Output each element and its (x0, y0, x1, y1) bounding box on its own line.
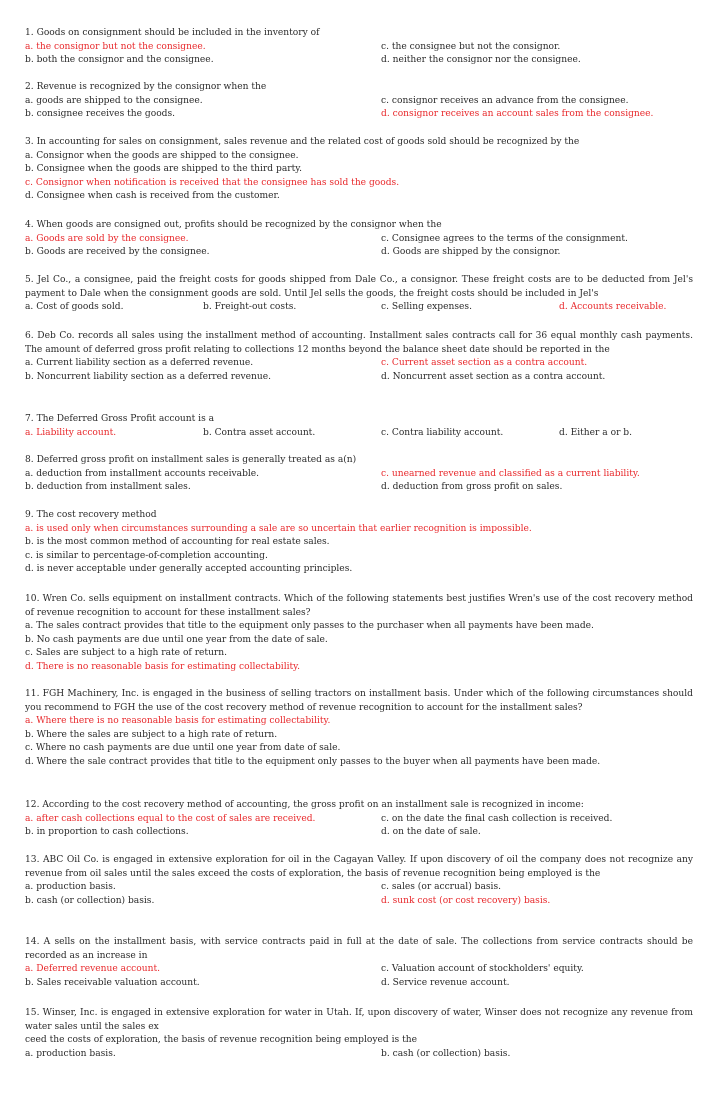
question-1 (25, 27, 693, 68)
question-14 (25, 936, 693, 990)
question-stem: 3. In accounting for sales on consignment, sales revenue and the related cost of goods sold should be recognized by the (25, 137, 580, 147)
question-stem: 13. ABC Oil Co. is engaged in extensive exploration for oil in the Cagayan Valley. If upon discovery of oil the company does not recognize any revenue from oil sales until the sales exceed the costs of exploration, the basis of revenue recognition being employed is the (25, 855, 693, 879)
option-c: c. Sales are subject to a high rate of return. (25, 648, 228, 659)
question-8 (25, 454, 693, 495)
option-d: d. Either a or b. (559, 427, 633, 438)
option-d: d. Accounts receivable. (559, 302, 667, 313)
question-11 (25, 688, 693, 770)
option-b: b. Contra asset account. (203, 427, 316, 438)
question-15 (25, 1007, 693, 1061)
question-stem: 1. Goods on consignment should be included in the inventory of (25, 28, 320, 38)
option-b: b. Goods are received by the consignee. (25, 247, 210, 258)
option-a: a. is used only when circumstances surrounding a sale are so uncertain that earlier recognition is impossible. (25, 523, 532, 534)
question-stem: 9. The cost recovery method (25, 510, 157, 520)
option-a: a. Deferred revenue account. (25, 964, 160, 975)
question-12 (25, 799, 693, 840)
option-d: d. Goods are shipped by the consignor. (381, 247, 561, 258)
option-b: b. deduction from installment sales. (25, 482, 191, 493)
option-b: b. cash (or collection) basis. (381, 1048, 511, 1059)
option-b: b. consignee receives the goods. (25, 109, 176, 120)
option-b: b. in proportion to cash collections. (25, 827, 189, 838)
option-c: c. Consignee agrees to the terms of the consignment. (381, 233, 628, 244)
option-a: a. Cost of goods sold. (25, 302, 124, 313)
question-stem: 5. Jel Co., a consignee, paid the freight costs for goods shipped from Dale Co., a consignor. These freight costs are to be deducted from Jel's payment to Dale when the consignment goods are sold. Until Jel sells the goods, the freight costs should be included in Jel's (25, 275, 693, 299)
option-a: a. The sales contract provides that title to the equipment only passes to the purchaser when all payments have been made. (25, 621, 594, 632)
option-d: d. is never acceptable under generally accepted accounting principles. (25, 564, 353, 575)
question-13 (25, 854, 693, 908)
option-c: c. Current asset section as a contra account. (381, 358, 588, 369)
question-stem: 7. The Deferred Gross Profit account is a (25, 414, 215, 424)
question-stem-continued: ceed the costs of exploration, the basis of revenue recognition being employed is the (25, 1035, 417, 1046)
option-a: a. Where there is no reasonable basis for estimating collectability. (25, 716, 331, 727)
option-d: d. Service revenue account. (381, 977, 510, 988)
option-d: d. Consignee when cash is received from the customer. (25, 191, 280, 202)
option-d: d. on the date of sale. (381, 827, 481, 838)
option-b: b. Consignee when the goods are shipped to the third party. (25, 164, 303, 175)
option-d: d. deduction from gross profit on sales. (381, 482, 563, 493)
option-a: a. Liability account. (25, 427, 117, 438)
option-a: a. production basis. (25, 882, 116, 893)
question-6 (25, 330, 693, 384)
option-a: a. goods are shipped to the consignee. (25, 95, 203, 106)
option-c: c. consignor receives an advance from the consignee. (381, 95, 629, 106)
question-7 (25, 413, 693, 440)
option-a: a. the consignor but not the consignee. (25, 41, 206, 52)
option-c: c. Valuation account of stockholders' equity. (381, 964, 584, 975)
option-d: d. Where the sale contract provides that title to the equipment only passes to the buyer when all payments have been made. (25, 756, 601, 767)
option-c: c. Consignor when notification is received that the consignee has sold the goods. (25, 177, 400, 188)
question-stem: 14. A sells on the installment basis, with service contracts paid in full at the date of sale. The collections from service contracts should be recorded as an increase in (25, 937, 693, 961)
question-stem: 8. Deferred gross profit on installment sales is generally treated as a(n) (25, 455, 357, 465)
option-d: d. There is no reasonable basis for estimating collectability. (25, 661, 300, 672)
option-c: c. Where no cash payments are due until one year from date of sale. (25, 743, 341, 754)
option-b: b. both the consignor and the consignee. (25, 55, 214, 66)
option-a: a. after cash collections equal to the cost of sales are received. (25, 813, 316, 824)
option-d: d. sunk cost (or cost recovery) basis. (381, 895, 551, 906)
question-2 (25, 81, 693, 122)
question-9 (25, 509, 693, 577)
option-c: c. Selling expenses. (381, 302, 472, 313)
option-b: b. Sales receivable valuation account. (25, 977, 200, 988)
question-stem: 10. Wren Co. sells equipment on installment contracts. Which of the following statements best justifies Wren's use of the cost recovery method of revenue recognition to account for these installment sales? (25, 594, 693, 618)
option-c: c. on the date the final cash collection is received. (381, 813, 613, 824)
option-d: d. Noncurrent asset section as a contra account. (381, 371, 606, 382)
option-a: a. production basis. (25, 1048, 116, 1059)
question-stem: 11. FGH Machinery, Inc. is engaged in the business of selling tractors on installment basis. Under which of the following circumstances should you recommend to FGH the use of the cost recovery method of revenue recognition to account for the installment sales? (25, 689, 693, 713)
question-10 (25, 593, 693, 675)
option-b: b. is the most common method of accounting for real estate sales. (25, 537, 330, 548)
question-stem: 6. Deb Co. records all sales using the installment method of accounting. Installment sales contracts call for 36 equal monthly cash payments. The amount of deferred gross profit relating to collections 12 months beyond the balance sheet date should be reported in the (25, 331, 693, 355)
question-stem: 2. Revenue is recognized by the consignor when the (25, 82, 267, 92)
option-a: a. Goods are sold by the consignee. (25, 233, 189, 244)
option-a: a. Current liability section as a deferred revenue. (25, 358, 254, 369)
option-c: c. sales (or accrual) basis. (381, 882, 502, 893)
question-4 (25, 219, 693, 260)
option-c: c. unearned revenue and classified as a current liability. (381, 468, 640, 479)
option-d: d. consignor receives an account sales from the consignee. (381, 109, 654, 120)
option-b: b. Where the sales are subject to a high rate of return. (25, 729, 278, 740)
option-d: d. neither the consignor nor the consignee. (381, 55, 581, 66)
option-c: c. is similar to percentage-of-completion accounting. (25, 550, 268, 561)
option-a: a. deduction from installment accounts receivable. (25, 468, 260, 479)
option-a: a. Consignor when the goods are shipped to the consignee. (25, 150, 299, 161)
question-5 (25, 274, 693, 315)
option-c: c. Contra liability account. (381, 427, 504, 438)
option-b: b. Freight-out costs. (203, 302, 297, 313)
option-c: c. the consignee but not the consignor. (381, 41, 561, 52)
question-stem: 4. When goods are consigned out, profits should be recognized by the consignor when the (25, 220, 442, 230)
question-stem: 12. According to the cost recovery method of accounting, the gross profit on an installment sale is recognized in income: (25, 800, 584, 810)
question-stem: 15. Winser, Inc. is engaged in extensive exploration for water in Utah. If, upon discovery of water, Winser does not recognize any revenue from water sales until the sales ex (25, 1008, 693, 1032)
option-b: b. Noncurrent liability section as a deferred revenue. (25, 371, 271, 382)
option-b: b. cash (or collection) basis. (25, 895, 155, 906)
question-3 (25, 136, 693, 204)
option-b: b. No cash payments are due until one year from the date of sale. (25, 634, 328, 645)
